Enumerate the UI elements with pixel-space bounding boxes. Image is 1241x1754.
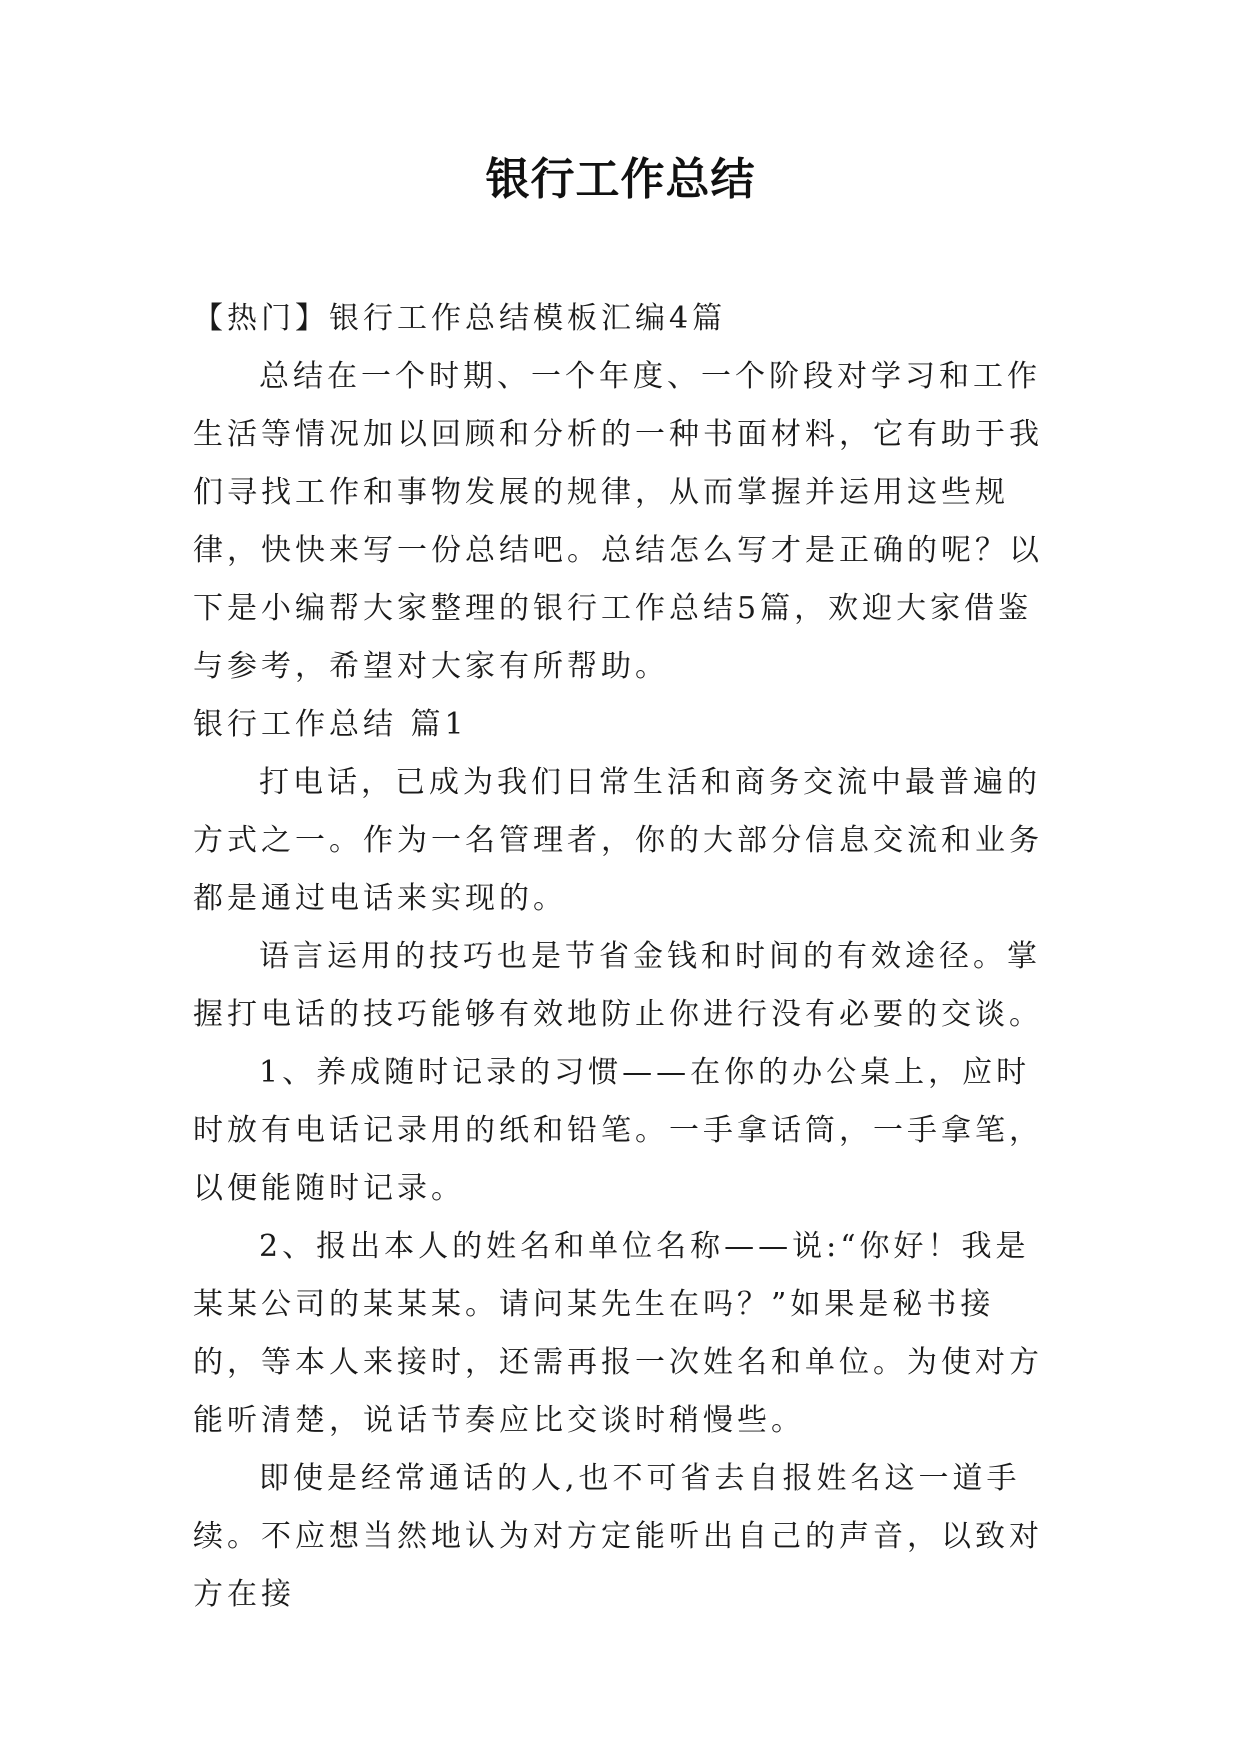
- intro-paragraph: 总结在一个时期、一个年度、一个阶段对学习和工作生活等情况加以回顾和分析的一种书面材料，它有助于我们寻找工作和事物发展的规律，从而掌握并运用这些规律，快快来写一份总结吧。总结怎么写才是正确的呢？以下是小编帮大家整理的银行工作总结5篇，欢迎大家借鉴与参考，希望对大家有所帮助。: [193, 359, 1043, 684]
- document-body: [193, 290, 1058, 1624]
- body-paragraph: 语言运用的技巧也是节省金钱和时间的有效途径。掌握打电话的技巧能够有效地防止你进行没有必要的交谈。: [193, 939, 1043, 1032]
- body-paragraph: 即使是经常通话的人,也不可省去自报姓名这一道手续。不应想当然地认为对方定能听出自己的声音，以致对方在接: [193, 1461, 1043, 1612]
- list-item-paragraph: 1、养成随时记录的习惯——在你的办公桌上，应时时放有电话记录用的纸和铅笔。一手拿话筒，一手拿笔，以便能随时记录。: [193, 1055, 1043, 1206]
- document-title: 银行工作总结: [485, 154, 756, 205]
- intro-heading: 【热门】银行工作总结模板汇编4篇: [193, 301, 727, 336]
- body-paragraph: 打电话，已成为我们日常生活和商务交流中最普遍的方式之一。作为一名管理者，你的大部分信息交流和业务都是通过电话来实现的。: [193, 765, 1043, 916]
- list-item-paragraph: 2、报出本人的姓名和单位名称——说:“你好！我是某某公司的某某某。请问某先生在吗？”如果是秘书接的，等本人来接时，还需再报一次姓名和单位。为使对方能听清楚，说话节奏应比交谈时稍慢些。: [193, 1229, 1043, 1438]
- section-heading: 银行工作总结 篇1: [193, 707, 468, 742]
